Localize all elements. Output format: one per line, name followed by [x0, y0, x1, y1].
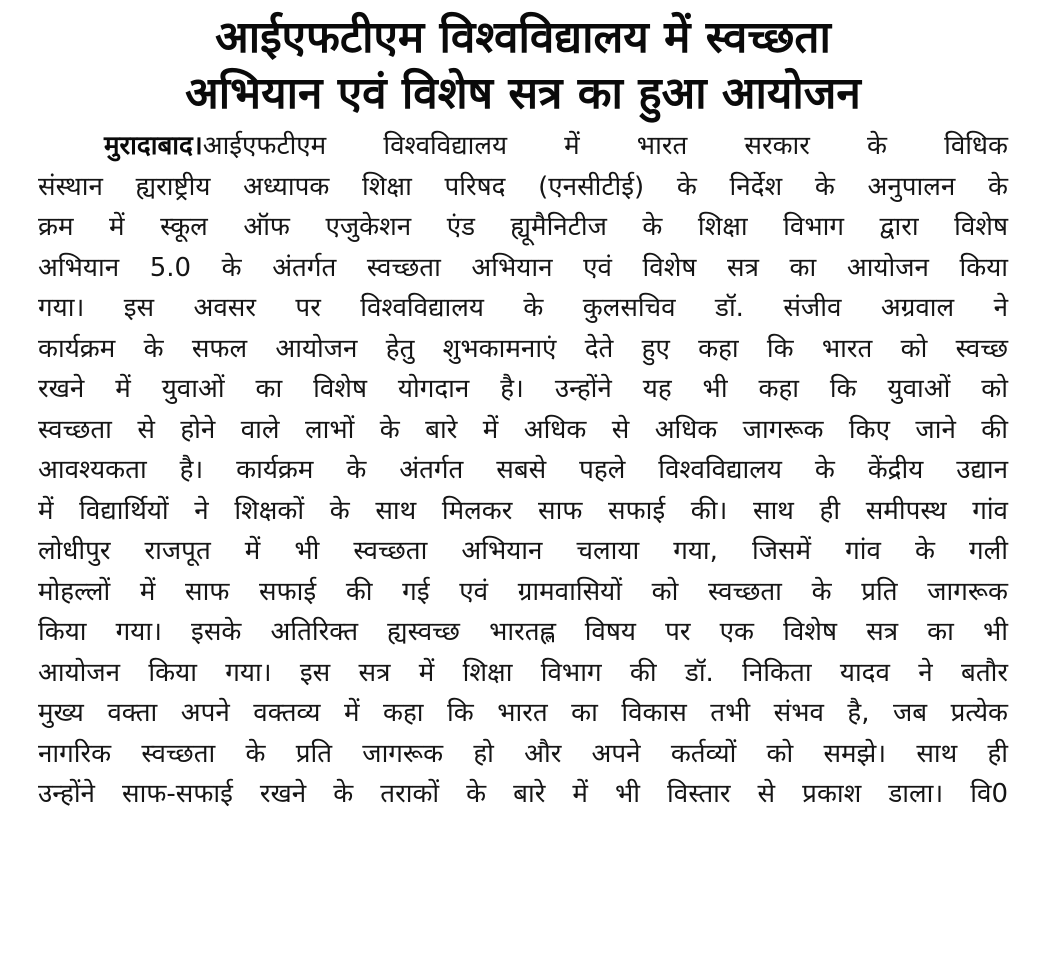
body-line-13: किया गया। इसके अतिरिक्त ह्यस्वच्छ भारतह्ल विषय पर एक विशेष सत्र का भी: [38, 617, 1008, 647]
body-line-10: में विद्यार्थियों ने शिक्षकों के साथ मिलकर साफ सफाई की। साथ ही समीपस्थ गांव: [38, 495, 1009, 526]
body-line-12: मोहल्लों में साफ सफाई की गई एवं ग्रामवासियों को स्वच्छता के प्रति जागरूक: [38, 576, 1009, 607]
body-line-15: मुख्य वक्ता अपने वक्तव्य में कहा कि भारत का विकास तभी संभव है, जब प्रत्येक: [38, 698, 1008, 728]
body-line-14: आयोजन किया गया। इस सत्र में शिक्षा विभाग की डॉ. निकिता यादव ने बतौर: [38, 657, 1009, 688]
dateline: मुरादाबाद।: [104, 131, 203, 161]
article-headline: [38, 10, 1008, 122]
body-line-17: उन्होंने साफ-सफाई रखने के तराकों के बारे में भी विस्तार से प्रकाश डाला। वि0: [38, 779, 1008, 809]
body-line-9: आवश्यकता है। कार्यक्रम के अंतर्गत सबसे पहले विश्वविद्यालय के केंद्रीय उद्यान: [38, 455, 1008, 485]
body-line-3: क्रम में स्कूल ऑफ एजुकेशन एंड ह्यूमैनिटीज के शिक्षा विभाग द्वारा विशेष: [38, 212, 1008, 242]
headline-line-1: आईएफटीएम विश्वविद्यालय में स्वच्छता: [215, 12, 831, 63]
body-line-7: रखने में युवाओं का विशेष योगदान है। उन्होंने यह भी कहा कि युवाओं को: [38, 374, 1008, 404]
body-line-4: अभियान 5.0 के अंतर्गत स्वच्छता अभियान एवं विशेष सत्र का आयोजन किया: [38, 252, 1009, 283]
headline-line-2: अभियान एवं विशेष सत्र का हुआ आयोजन: [185, 68, 861, 119]
body-line-8: स्वच्छता से होने वाले लाभों के बारे में अधिक से अधिक जागरूक किए जाने की: [38, 414, 1008, 445]
news-article: [38, 10, 1008, 815]
body-line-11: लोधीपुर राजपूत में भी स्वच्छता अभियान चलाया गया, जिसमें गांव के गली: [38, 536, 1008, 566]
body-line-16: नागरिक स्वच्छता के प्रति जागरूक हो और अपने कर्तव्यों को समझे। साथ ही: [38, 738, 1009, 769]
body-line-5: गया। इस अवसर पर विश्वविद्यालय के कुलसचिव डॉ. संजीव अग्रवाल ने: [38, 293, 1009, 323]
article-body: [38, 126, 1008, 815]
body-line-1: [38, 126, 1008, 167]
body-line-6: कार्यक्रम के सफल आयोजन हेतु शुभकामनाएं देते हुए कहा कि भारत को स्वच्छ: [38, 333, 1008, 364]
body-line-2: संस्थान ह्यराष्ट्रीय अध्यापक शिक्षा परिषद (एनसीटीई) के निर्देश के अनुपालन के: [38, 171, 1008, 202]
body-line-1-text: आईएफटीएम विश्वविद्यालय में भारत सरकार के विधिक: [202, 131, 1008, 161]
